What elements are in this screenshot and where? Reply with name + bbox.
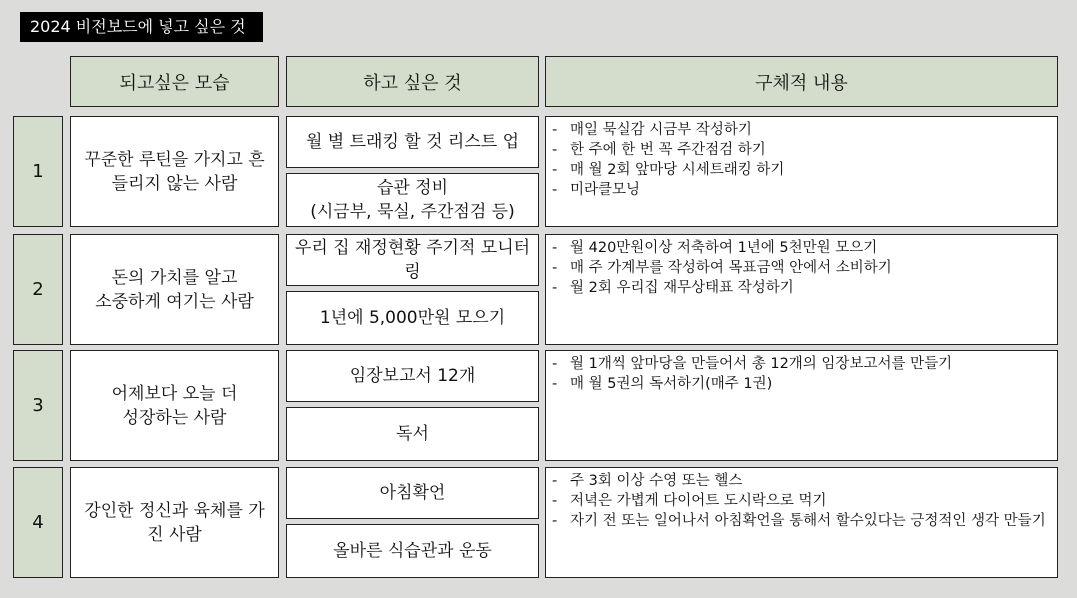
detail-text: 저녁은 가볍게 다이어트 도시락으로 먹기 (570, 493, 827, 509)
detail-item (552, 278, 892, 298)
aspiration-cell: 어제보다 오늘 더 성장하는 사람 (70, 350, 279, 461)
dash-bullet: - (552, 473, 558, 489)
dash-bullet: - (552, 182, 558, 198)
detail-list (552, 471, 1046, 531)
todo-cell: 아침확언 (286, 467, 539, 519)
header-detail: 구체적 내용 (545, 56, 1058, 107)
aspiration-cell: 강인한 정신과 육체를 가진 사람 (70, 467, 279, 578)
detail-item (552, 511, 1046, 531)
detail-item (552, 258, 892, 278)
detail-cell (545, 116, 1058, 227)
dash-bullet: - (552, 142, 558, 158)
detail-cell (545, 234, 1058, 345)
row-number: 1 (13, 116, 63, 227)
detail-list (552, 354, 952, 394)
detail-item (552, 120, 784, 140)
dash-bullet: - (552, 260, 558, 276)
detail-item (552, 354, 952, 374)
board-title: 2024 비전보드에 넣고 싶은 것 (20, 12, 263, 42)
dash-bullet: - (552, 240, 558, 256)
detail-text: 주 3회 이상 수영 또는 헬스 (570, 473, 743, 489)
dash-bullet: - (552, 356, 558, 372)
header-todo: 하고 싶은 것 (286, 56, 539, 107)
todo-cell: 올바른 식습관과 운동 (286, 524, 539, 578)
detail-list (552, 120, 784, 200)
detail-text: 자기 전 또는 일어나서 아침확언을 통해서 할수있다는 긍정적인 생각 만들기 (570, 513, 1046, 529)
todo-cell: 습관 정비 (시금부, 묵실, 주간점검 등) (286, 173, 539, 227)
row-number: 2 (13, 234, 63, 345)
dash-bullet: - (552, 513, 558, 529)
detail-text: 매 월 2회 앞마당 시세트래킹 하기 (570, 162, 785, 178)
aspiration-cell: 꾸준한 루틴을 가지고 흔들리지 않는 사람 (70, 116, 279, 227)
todo-cell: 1년에 5,000만원 모으기 (286, 291, 539, 345)
detail-list (552, 238, 892, 298)
dash-bullet: - (552, 162, 558, 178)
dash-bullet: - (552, 122, 558, 138)
dash-bullet: - (552, 376, 558, 392)
detail-text: 매 월 5권의 독서하기(매주 1권) (570, 376, 773, 392)
dash-bullet: - (552, 280, 558, 296)
detail-cell (545, 350, 1058, 461)
row-number: 4 (13, 467, 63, 578)
detail-text: 월 420만원이상 저축하여 1년에 5천만원 모으기 (570, 240, 878, 256)
detail-cell (545, 467, 1058, 578)
detail-item (552, 491, 1046, 511)
detail-item (552, 160, 784, 180)
header-who: 되고싶은 모습 (70, 56, 279, 107)
detail-text: 매 주 가계부를 작성하여 목표금액 안에서 소비하기 (570, 260, 892, 276)
todo-cell: 우리 집 재정현황 주기적 모니터링 (286, 234, 539, 286)
detail-item (552, 238, 892, 258)
aspiration-cell: 돈의 가치를 알고 소중하게 여기는 사람 (70, 234, 279, 345)
todo-cell: 임장보고서 12개 (286, 350, 539, 402)
detail-item (552, 180, 784, 200)
detail-text: 매일 묵실감 시금부 작성하기 (570, 122, 752, 138)
detail-text: 월 1개씩 앞마당을 만들어서 총 12개의 임장보고서를 만들기 (570, 356, 953, 372)
todo-cell: 독서 (286, 407, 539, 461)
row-number: 3 (13, 350, 63, 461)
detail-item (552, 374, 952, 394)
dash-bullet: - (552, 493, 558, 509)
detail-item (552, 471, 1046, 491)
detail-item (552, 140, 784, 160)
detail-text: 월 2회 우리집 재무상태표 작성하기 (570, 280, 794, 296)
detail-text: 한 주에 한 번 꼭 주간점검 하기 (570, 142, 766, 158)
todo-cell: 월 별 트래킹 할 것 리스트 업 (286, 116, 539, 168)
detail-text: 미라클모닝 (570, 182, 641, 198)
